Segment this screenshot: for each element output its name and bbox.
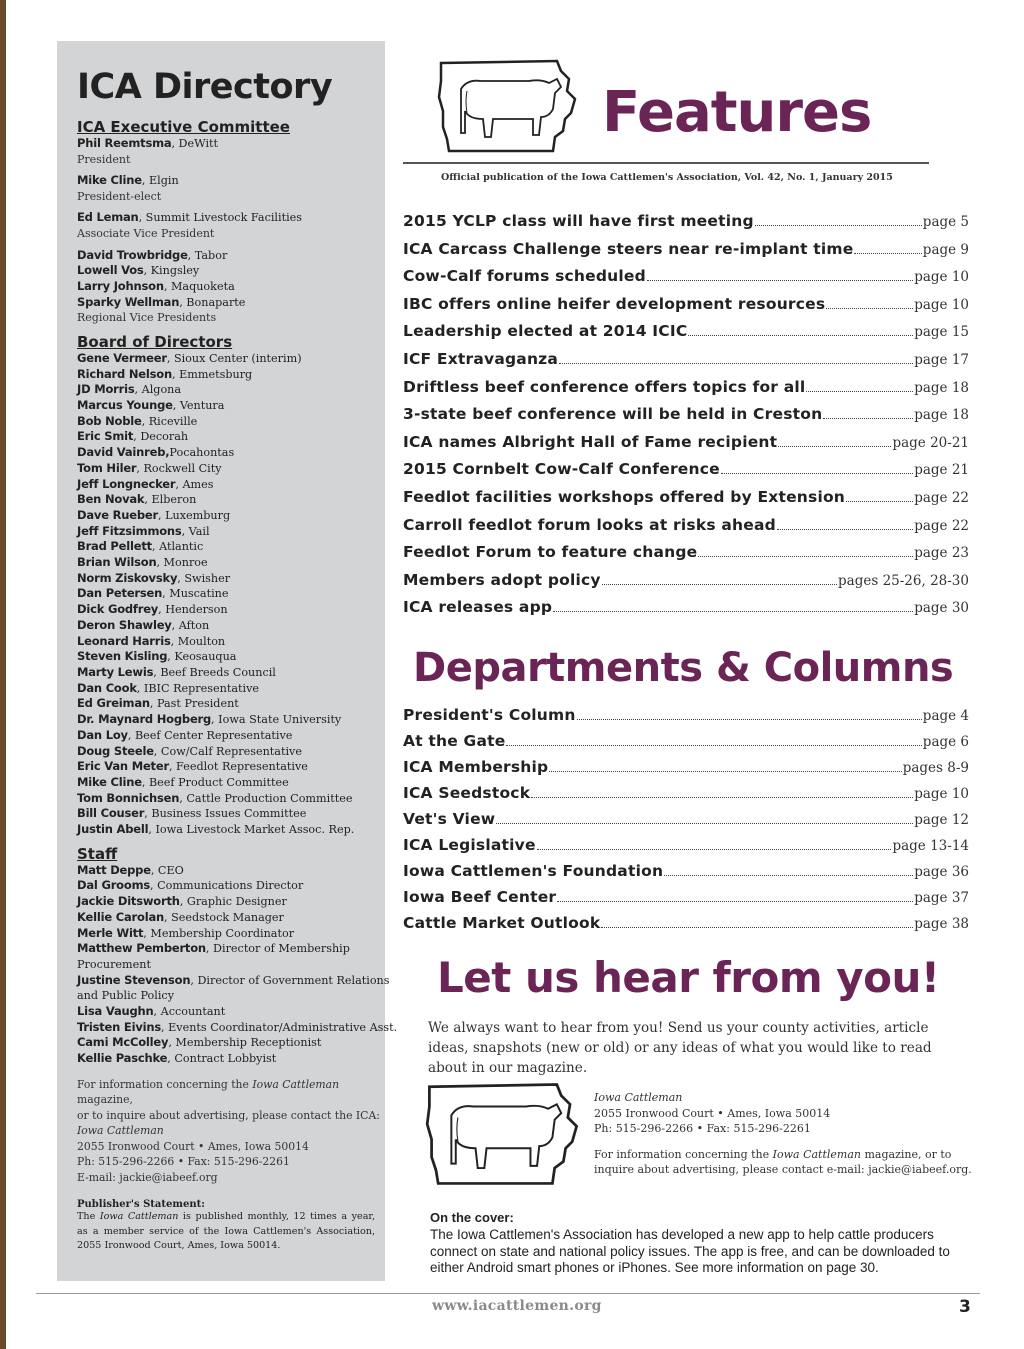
directory-entry: Leonard Harris, Moulton (77, 633, 226, 648)
toc-entry-title: Cow-Calf forums scheduled (403, 267, 646, 286)
official-publication-line: Official publication of the Iowa Cattlemen's Association, Vol. 42, No. 1, January 2015 (441, 172, 893, 183)
toc-entry-title: 3-state beef conference will be held in Creston (403, 405, 823, 424)
toc-entry-page: pages 8-9 (902, 760, 969, 776)
toc-leader-dots (777, 529, 913, 530)
directory-entry: David Trowbridge, Tabor (77, 247, 228, 262)
toc-entry-title: Iowa Beef Center (403, 888, 557, 906)
toc-entry[interactable] (403, 405, 969, 433)
directory-entry: Tristen Eivins, Events Coordinator/Administrative Asst. (77, 1019, 398, 1034)
directory-entry: Jeff Longnecker, Ames (77, 476, 214, 491)
toc-entry-page: page 20-21 (892, 434, 969, 451)
toc-entry-page: pages 25-26, 28-30 (838, 572, 969, 589)
toc-entry-page: page 10 (914, 296, 969, 313)
regional-vp-role: Regional Vice Presidents (77, 311, 217, 325)
toc-leader-dots (721, 473, 913, 474)
directory-entry: Larry Johnson, Maquoketa (77, 279, 235, 294)
toc-leader-dots (601, 927, 913, 928)
board-heading: Board of Directors (77, 332, 233, 351)
toc-entry-title: ICA releases app (403, 598, 553, 617)
directory-entry: Dan Cook, IBIC Representative (77, 680, 260, 695)
directory-entry: and Public Policy (77, 989, 175, 1003)
toc-entry[interactable] (403, 460, 969, 488)
directory-entry: Doug Steele, Cow/Calf Representative (77, 743, 302, 758)
toc-entry-page: page 30 (914, 600, 969, 617)
toc-entry-title: President's Column (403, 706, 576, 724)
toc-entry[interactable] (403, 784, 969, 810)
toc-entry[interactable] (403, 888, 969, 914)
directory-entry: Ben Novak, Elberon (77, 492, 197, 507)
header-rule (403, 162, 929, 164)
toc-leader-dots (755, 225, 922, 226)
directory-entry: Jeff Fitzsimmons, Vail (77, 523, 210, 538)
toc-entry[interactable] (403, 732, 969, 758)
toc-leader-dots (778, 446, 891, 447)
staff-heading: Staff (77, 844, 118, 863)
toc-entry[interactable] (403, 295, 969, 323)
toc-entry-title: ICA Seedstock (403, 784, 531, 802)
toc-entry[interactable] (403, 267, 969, 295)
toc-entry-title: Iowa Cattlemen's Foundation (403, 862, 664, 880)
toc-entry-title: 2015 Cornbelt Cow-Calf Conference (403, 460, 720, 479)
toc-entry-title: ICF Extravaganza (403, 349, 559, 368)
toc-entry[interactable] (403, 322, 969, 350)
directory-entry: Matthew Pemberton, Director of Membership (77, 941, 350, 956)
toc-entry-page: page 17 (914, 351, 969, 368)
iowa-cow-logo-small-icon (425, 1080, 581, 1188)
toc-entry-title: Feedlot Forum to feature change (403, 543, 698, 562)
toc-leader-dots (806, 391, 913, 392)
directory-entry: Mike Cline, Elgin (77, 173, 179, 188)
footer-rule (36, 1293, 980, 1294)
directory-entry: Mike Cline, Beef Product Committee (77, 774, 289, 789)
toc-leader-dots (664, 875, 913, 876)
toc-entry-title: At the Gate (403, 732, 506, 750)
toc-leader-dots (537, 849, 892, 850)
toc-entry[interactable] (403, 862, 969, 888)
toc-entry-title: Members adopt policy (403, 570, 601, 589)
toc-entry-title: IBC offers online heifer development resources (403, 294, 826, 313)
executive-committee-list (77, 136, 385, 248)
directory-entry: Lowell Vos, Kingsley (77, 263, 200, 278)
features-title: Features (602, 80, 872, 145)
directory-entry: Tom Bonnichsen, Cattle Production Committee (77, 790, 353, 805)
toc-entry[interactable] (403, 240, 969, 268)
features-toc (403, 212, 969, 626)
staff-list (77, 862, 398, 1067)
toc-leader-dots (698, 556, 913, 557)
toc-entry-title: ICA Membership (403, 758, 549, 776)
directory-entry: Tom Hiler, Rockwell City (77, 460, 222, 475)
toc-entry[interactable] (403, 433, 969, 461)
toc-entry-page: page 38 (914, 916, 969, 932)
toc-entry-page: page 15 (914, 324, 969, 341)
toc-entry[interactable] (403, 836, 969, 862)
toc-entry-page: page 22 (914, 489, 969, 506)
toc-leader-dots (531, 797, 913, 798)
directory-role: Associate Vice President (77, 227, 215, 241)
directory-entry: Dick Godfrey, Henderson (77, 602, 228, 617)
toc-entry-page: page 21 (914, 462, 969, 479)
directory-entry: Norm Ziskovsky, Swisher (77, 570, 231, 585)
directory-contact-info: For information concerning the Iowa Cattleman magazine, or to inquire about advertising, please contact the ICA: Iowa Cattleman 2055 Ironwood Court • Ames, Iowa 50014 Ph: 515-296-2266 • Fax: 515-296-2261 E-mail: jackie@iabeef.org (77, 1077, 380, 1184)
directory-entry: Lisa Vaughn, Accountant (77, 1004, 226, 1019)
toc-entry-page: page 22 (914, 517, 969, 534)
toc-leader-dots (549, 771, 901, 772)
toc-entry[interactable] (403, 598, 969, 626)
page-number: 3 (959, 1297, 971, 1317)
directory-entry: Richard Nelson, Emmetsburg (77, 366, 253, 381)
toc-entry-page: page 4 (922, 708, 969, 724)
directory-entry: Jackie Ditsworth, Graphic Designer (77, 894, 287, 909)
toc-entry[interactable] (403, 706, 969, 732)
directory-entry: Marty Lewis, Beef Breeds Council (77, 664, 276, 679)
toc-entry-page: page 10 (914, 786, 969, 802)
toc-leader-dots (557, 901, 913, 902)
departments-toc (403, 706, 969, 940)
directory-entry: Kellie Paschke, Contract Lobbyist (77, 1051, 277, 1066)
directory-entry: Brad Pellett, Atlantic (77, 539, 204, 554)
toc-entry-title: Cattle Market Outlook (403, 914, 601, 932)
toc-entry[interactable] (403, 543, 969, 571)
directory-entry: Justine Stevenson, Director of Government Relations (77, 972, 390, 987)
toc-leader-dots (823, 418, 913, 419)
toc-entry-title: 2015 YCLP class will have first meeting (403, 212, 754, 230)
toc-entry[interactable] (403, 571, 969, 599)
toc-entry-page: page 18 (914, 407, 969, 424)
toc-entry-title: Feedlot facilities workshops offered by Extension (403, 487, 846, 506)
toc-leader-dots (553, 611, 913, 612)
toc-leader-dots (496, 823, 913, 824)
toc-entry-page: page 6 (922, 734, 969, 750)
cover-heading: On the cover: (430, 1210, 514, 1225)
toc-entry-page: page 37 (914, 890, 969, 906)
cover-text: The Iowa Cattlemen's Association has developed a new app to help cattle producers connect on state and national policy issues. The app is free, and can be downloaded to either Android smart phones or iPhones. See more information on page 30. (430, 1227, 950, 1275)
toc-entry-title: Carroll feedlot forum looks at risks ahead (403, 515, 776, 534)
toc-leader-dots (688, 335, 913, 336)
directory-entry: Kellie Carolan, Seedstock Manager (77, 909, 284, 924)
directory-entry: Marcus Younge, Ventura (77, 398, 225, 413)
ica-directory-panel (57, 41, 398, 1281)
directory-entry: Cami McColley, Membership Receptionist (77, 1035, 322, 1050)
directory-entry: Ed Greiman, Past President (77, 696, 239, 711)
directory-entry: Dave Rueber, Luxemburg (77, 507, 231, 522)
toc-entry-title: ICA Legislative (403, 836, 536, 854)
directory-entry: Sparky Wellman, Bonaparte (77, 294, 246, 309)
directory-entry: Dr. Maynard Hogberg, Iowa State University (77, 712, 342, 727)
toc-leader-dots (602, 584, 837, 585)
directory-role: President (77, 152, 131, 166)
directory-entry: Dan Loy, Beef Center Representative (77, 727, 293, 742)
toc-entry-title: Vet's View (403, 810, 496, 828)
publisher-statement-heading: Publisher's Statement: (77, 1199, 205, 1211)
toc-leader-dots (854, 253, 921, 254)
toc-entry-title: ICA Carcass Challenge steers near re-implant time (403, 239, 854, 258)
toc-entry-page: page 36 (914, 864, 969, 880)
toc-entry-title: ICA names Albright Hall of Fame recipient (403, 432, 778, 451)
toc-entry-page: page 9 (922, 241, 969, 258)
directory-entry: Matt Deppe, CEO (77, 862, 184, 877)
directory-entry: Bob Noble, Riceville (77, 413, 198, 428)
departments-title: Departments & Columns (413, 645, 954, 691)
toc-entry[interactable] (403, 758, 969, 784)
hear-from-you-title: Let us hear from you! (437, 953, 940, 1002)
directory-entry: Dal Grooms, Communications Director (77, 878, 304, 893)
directory-entry: Gene Vermeer, Sioux Center (interim) (77, 350, 302, 365)
toc-entry[interactable] (403, 810, 969, 836)
toc-entry[interactable] (403, 212, 969, 240)
directory-entry: Phil Reemtsma, DeWitt (77, 136, 219, 150)
directory-entry: Merle Witt, Membership Coordinator (77, 925, 295, 940)
toc-entry[interactable] (403, 350, 969, 378)
directory-entry: Procurement (77, 957, 151, 971)
toc-entry-page: page 13-14 (892, 838, 969, 854)
directory-entry: Deron Shawley, Afton (77, 617, 210, 632)
executive-committee-heading: ICA Executive Committee (77, 118, 290, 136)
toc-leader-dots (826, 308, 913, 309)
directory-entry: Justin Abell, Iowa Livestock Market Assoc. Rep. (77, 822, 355, 837)
toc-entry-title: Leadership elected at 2014 ICIC (403, 322, 688, 341)
directory-entry: Eric Van Meter, Feedlot Representative (77, 759, 308, 774)
on-the-cover-block (430, 1209, 970, 1277)
toc-entry-page: page 18 (914, 379, 969, 396)
regional-vp-list (77, 248, 385, 311)
toc-entry[interactable] (403, 488, 969, 516)
magazine-contact-block: Iowa Cattleman 2055 Ironwood Court • Ames, Iowa 50014 Ph: 515-296-2266 • Fax: 515-296-2261 For information concerning the Iowa Cattleman magazine, or to inquire about advertising, please contact e-mail: jackie@iabeef.org. (594, 1091, 972, 1176)
directory-entry: Steven Kisling, Keosauqua (77, 649, 237, 664)
toc-entry-title: Driftless beef conference offers topics for all (403, 377, 806, 396)
board-list (77, 351, 385, 838)
toc-entry[interactable] (403, 378, 969, 406)
toc-leader-dots (577, 719, 922, 720)
toc-leader-dots (506, 745, 921, 746)
directory-entry: JD Morris, Algona (77, 382, 182, 397)
directory-entry: Eric Smit, Decorah (77, 429, 189, 444)
iowa-cow-logo-icon (437, 57, 579, 155)
directory-entry: Ed Leman, Summit Livestock Facilities (77, 210, 303, 225)
toc-entry[interactable] (403, 516, 969, 544)
footer-url-link[interactable]: www.iacattlemen.org (432, 1298, 602, 1314)
hear-from-you-body: We always want to hear from you! Send us your county activities, article ideas, snapshots (new or old) or any ideas of what you would like to read about in our magazine. (428, 1020, 932, 1076)
directory-entry: Brian Wilson, Monroe (77, 555, 208, 570)
toc-entry-page: page 5 (922, 214, 969, 230)
toc-entry-page: page 23 (914, 545, 969, 562)
page-edge-decoration (0, 0, 6, 1349)
toc-leader-dots (647, 280, 913, 281)
toc-entry-page: page 10 (914, 269, 969, 286)
directory-entry: David Vainreb,Pocahontas (77, 445, 235, 460)
toc-entry-page: page 12 (914, 812, 969, 828)
directory-entry: Bill Couser, Business Issues Committee (77, 806, 307, 821)
toc-leader-dots (846, 501, 913, 502)
publisher-statement-text: The Iowa Cattleman is published monthly, 12 times a year, as a member service of the Iowa Cattlemen's Association, 2055 Ironwood Court, Ames, Iowa 50014. (77, 1211, 376, 1252)
toc-leader-dots (559, 363, 913, 364)
directory-role: President-elect (77, 189, 162, 203)
directory-title: ICA Directory (77, 67, 333, 107)
toc-entry[interactable] (403, 914, 969, 940)
directory-entry: Dan Petersen, Muscatine (77, 586, 229, 601)
